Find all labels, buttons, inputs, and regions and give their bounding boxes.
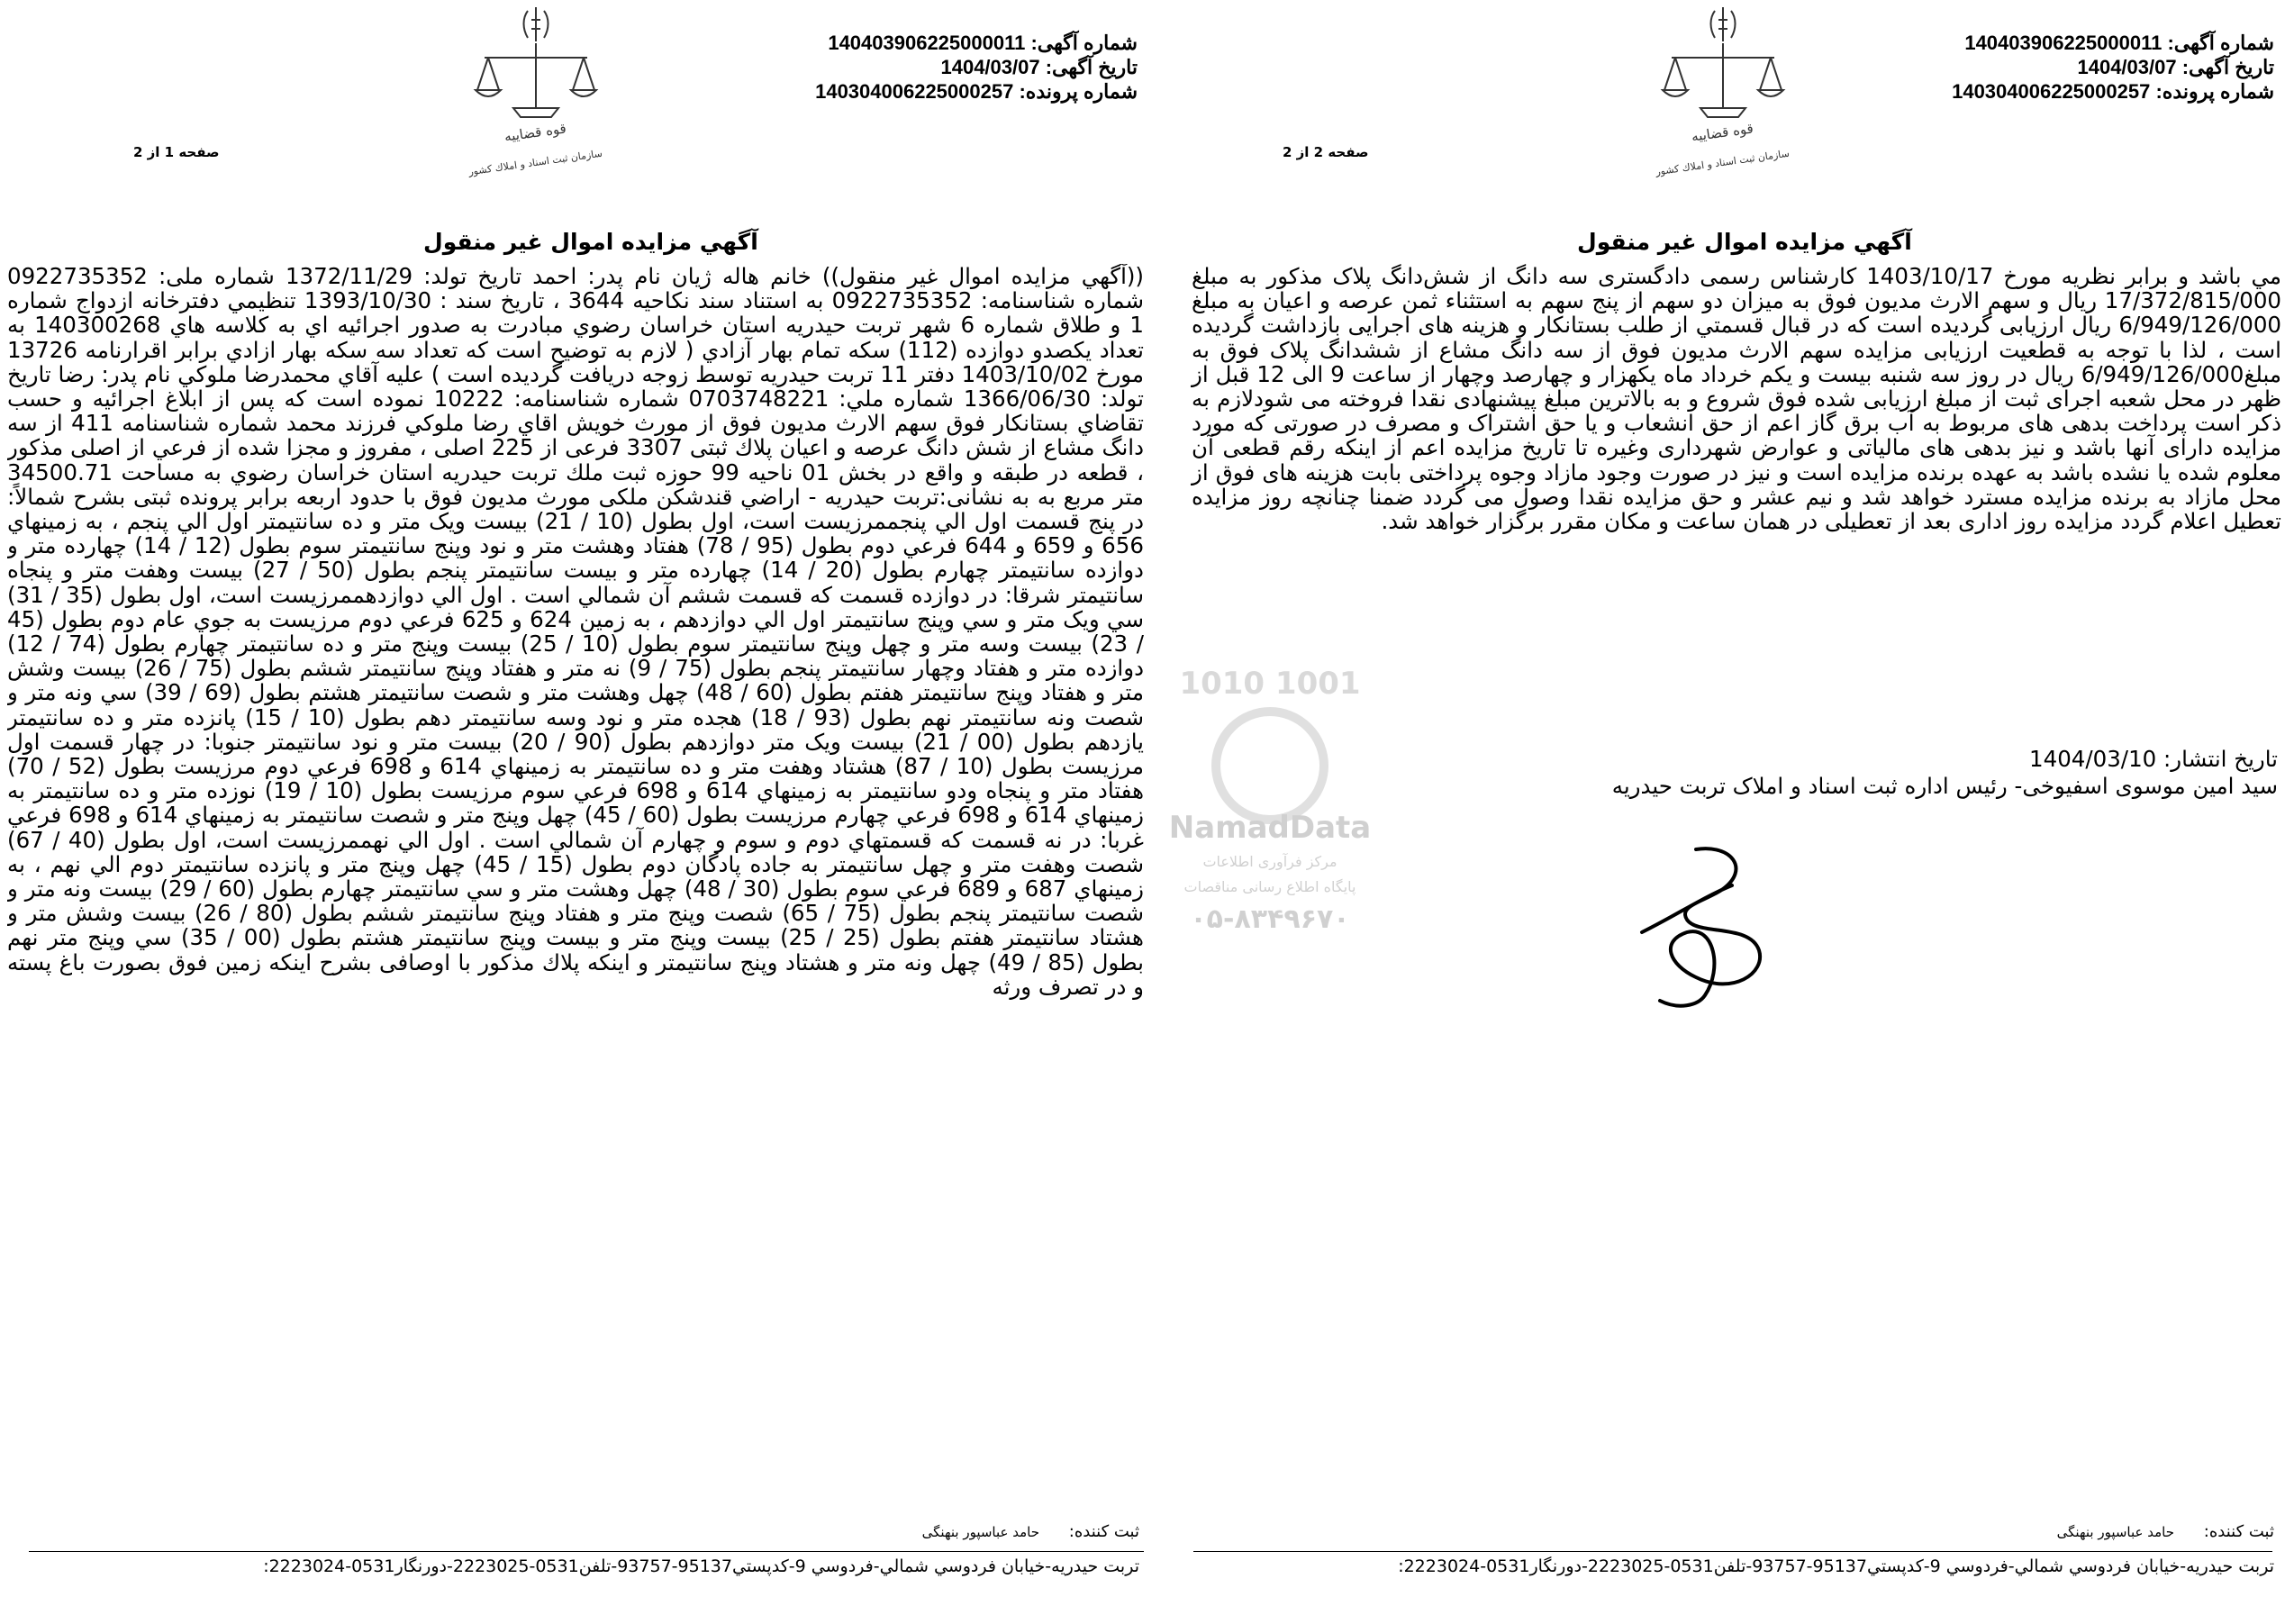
ad-date-row bbox=[1952, 55, 2274, 79]
watermark-line2: مرکز فرآوری اطلاعات bbox=[1202, 853, 1337, 870]
ad-number-label: شماره آگهی: bbox=[1030, 32, 1138, 54]
ad-number-label: شماره آگهی: bbox=[2167, 32, 2274, 54]
page-number: صفحه 1 از 2 bbox=[133, 144, 220, 160]
org-subtitle: سازمان ثبت اسناد و املاك كشور bbox=[1655, 147, 1791, 178]
publish-date: تاريخ انتشار: 1404/03/10 bbox=[2029, 746, 2278, 772]
namaddata-watermark bbox=[1135, 631, 1378, 1009]
watermark-line3: پایگاه اطلاع رسانی مناقصات bbox=[1183, 878, 1356, 895]
ad-date-label: تاریخ آگهی: bbox=[1045, 56, 1138, 78]
ad-number: 140403906225000011 bbox=[1964, 32, 2163, 54]
ad-number-row bbox=[815, 31, 1138, 55]
office-address: تربت حيدريه-خيابان فردوسي شمالي-فردوسي 9-كدپستي95137-93757-تلفن0531-2223025-دورنگار0531-2223024: bbox=[263, 1556, 1139, 1576]
ad-meta-block bbox=[1952, 31, 2274, 104]
file-number: 140304006225000257 bbox=[1952, 80, 2151, 103]
page-number: صفحه 2 از 2 bbox=[1283, 144, 1369, 160]
registrar-label: ثبت كننده: bbox=[1068, 1522, 1139, 1541]
notice-title: آگهي مزايده اموال غير منقول bbox=[1577, 229, 1912, 255]
registrar bbox=[922, 1522, 1139, 1541]
file-number-label: شماره پرونده: bbox=[1019, 80, 1138, 103]
ad-meta-block bbox=[815, 31, 1138, 104]
registrar-label: ثبت كننده: bbox=[2203, 1522, 2274, 1541]
office-address: تربت حيدريه-خيابان فردوسي شمالي-فردوسي 9-كدپستي95137-93757-تلفن0531-2223025-دورنگار0531-2223024: bbox=[1398, 1556, 2274, 1576]
watermark-phone: ۰۵-۸۳۴۹۶۷۰ bbox=[1190, 903, 1350, 935]
ad-number: 140403906225000011 bbox=[828, 32, 1026, 54]
ad-date: 1404/03/07 bbox=[940, 56, 1040, 78]
ad-date-row bbox=[815, 55, 1138, 79]
notice-body: مي باشد و برابر نظريه مورخ 1403/10/17 كارشناس رسمی دادگستری سه دانگ از شش‌دانگ پلاک مذكور به مبلغ 17/372/815/000 ريال و سهم الارث مديون فوق به ميزان دو سهم از پنج سهم به استثناء ثمن عرصه و اعيان به مبلغ 6/949/126/000 ريال ارزيابی گرديده است كه در قبال قسمتي از طلب بستانكار و هزينه های اجرايی بازداشت گرديده است ، لذا با توجه به قطعيت ارزيابی مزايده سهم الارث مديون فوق از سه دانگ مشاع از ششدانگ پلاک فوق به مبلغ6/949/126/000 ريال در روز سه شنبه بيست و يكم خرداد ماه يكهزار و چهارصد وچهار از ساعت 9 الی 12 قبل از ظهر در محل شعبه اجرای ثبت از مبلغ ارزيابی شده فوق شروع و به بالاترين مبلغ پيشنهادی نقدا فروخته می شودلازم به ذكر است پرداخت بدهی های مربوط به آب برق گاز اعم از حق انشعاب و يا حق اشتراک و مصرف در صورتی كه مورد مزايده دارای آنها باشد و نيز بدهی های مالياتی و عوارض شهرداری وغيره تا تاريخ مزايده اعم از اينكه رقم قطعی آن معلوم شده يا نشده باشد به عهده برنده مزايده است و نيز در صورت وجود مازاد وجوه پرداختی بابت هزينه های فوق از محل مازاد به برنده مزايده مسترد خواهد شد و نيم عشر و حق مزايده نقدا وصول می گردد ضمنا چنانچه روز مزايده تعطيل اعلام گردد مزايده روز اداری بعد از تعطيلی در همان ساعت و مكان مقرر برگزار خواهد شد. bbox=[1192, 263, 2282, 535]
file-number: 140304006225000257 bbox=[815, 80, 1014, 103]
org-name: قوه قضاييه bbox=[1690, 120, 1755, 145]
watermark-brand: NamadData bbox=[1168, 810, 1372, 846]
ad-date-label: تاریخ آگهی: bbox=[2181, 56, 2274, 78]
org-subtitle: سازمان ثبت اسناد و املاك كشور bbox=[468, 147, 603, 178]
registrar-name: حامد عباسپور بنهنگی bbox=[921, 1524, 1039, 1540]
footer-divider bbox=[1193, 1551, 2272, 1552]
registrar-name: حامد عباسپور بنهنگی bbox=[2056, 1524, 2174, 1540]
signer-title: سيد امين موسوی اسفيوخی- رئيس اداره ثبت اسناد و املاک تربت حيدريه bbox=[1611, 773, 2278, 799]
notice-title: آگهي مزايده اموال غير منقول bbox=[423, 229, 758, 255]
file-number-row bbox=[1952, 79, 2274, 104]
footer-divider bbox=[29, 1551, 1144, 1552]
judiciary-scales-emblem-icon bbox=[1655, 2, 1791, 178]
file-number-row bbox=[815, 79, 1138, 104]
registrar bbox=[2057, 1522, 2274, 1541]
ad-date: 1404/03/07 bbox=[2077, 56, 2177, 78]
ad-number-row bbox=[1952, 31, 2274, 55]
file-number-label: شماره پرونده: bbox=[2155, 80, 2274, 103]
notice-body: ((آگهي مزايده اموال غير منقول)) خانم هاله ژيان نام پدر: احمد تاريخ تولد: 1372/11/29 شماره ملی: 0922735352 شماره شناسنامه: 0922735352 به استناد سند نكاحيه 3644 ، تاريخ سند : 1393/10/30 تنظيمي دفترخانه ازدواج شماره 1 و طلاق شماره 6 شهر تربت حيدريه استان خراسان رضوي مبادرت به صدور اجرائيه اي به كلاسه هاي 140300268 به تعداد يكصدو دوازده (112) سكه تمام بهار آزادي ( لازم به توضيح است كه تعداد سه سكه بهار ازادي برابر اقرارنامه 13726 مورخ 1403/10/02 دفتر 11 تربت حيدريه توسط زوجه دريافت گرديده است ) عليه آقاي محمدرضا ملوكي نام پدر: رضا تاريخ تولد: 1366/06/30 شماره ملي: 0703748221 شماره شناسنامه: 10222 نموده است كه پس از ابلاغ اجرائيه و حسب تقاضاي بستانكار فوق سهم الارث مديون فوق از مورث خويش اقاي رضا ملوكي فرزند محمد شماره شناسنامه 411 از سه دانگ مشاع از شش دانگ عرصه و اعيان پلاك ثبتی 3307 فرعی از 225 اصلی ، مفروز و مجزا شده از فرعي از اصلی مذكور ، قطعه در طبقه و واقع در بخش 01 ناحيه 99 حوزه ثبت ملك تربت حيدريه استان خراسان رضوي به مساحت 34500.71 متر مربع به به نشانی:تربت حيدريه - اراضي قندشکن ملکی مورث مديون فوق با حدود اربعه برابر پرونده ثبتی بشرح شمالاً: در پنج قسمت اول الي پنجممرزيست است، اول بطول (10 / 21) بيست ويک متر و ده سانتيمتر اول الي پنجم ، به زمينهاي 656 و 659 و 644 فرعي دوم بطول (95 / 78) هفتاد وهشت متر و نود وپنج سانتيمتر سوم بطول (12 / 14) چهارده متر و دوازده سانتيمتر چهارم بطول (20 / 14) چهارده متر و بيست سانتيمتر پنجم بطول (50 / 27) بيست وهفت متر و پنجاه سانتيمتر شرقا: در دوازده قسمت که قسمت ششم آن شمالي است . اول الي دوازدهممرزيست است، اول بطول (35 / 31) سي ويک متر و سي وپنج سانتيمتر اول الي دوازدهم ، به زمين 624 و 625 فرعي دوم مرزيست به جوي عام دوم بطول (45 / 23) بيست وسه متر و چهل وپنج سانتيمتر سوم بطول (10 / 25) بيست وپنج متر و ده سانتيمتر چهارم بطول (74 / 12) دوازده متر و هفتاد وچهار سانتيمتر پنجم بطول (75 / 9) نه متر و هفتاد وپنج سانتيمتر ششم بطول (75 / 26) بيست وشش متر و هفتاد وپنج سانتيمتر هفتم بطول (60 / 48) چهل وهشت متر و شصت سانتيمتر هشتم بطول (69 / 39) سي ونه متر و شصت ونه سانتيمتر نهم بطول (93 / 18) هجده متر و نود وسه سانتيمتر دهم بطول (10 / 15) پانزده متر و ده سانتيمتر يازدهم بطول (00 / 21) بيست ويک متر دوازدهم بطول (90 / 20) بيست متر و نود سانتيمتر جنوبا: در چهار قسمت اول مرزيست بطول (10 / 87) هشتاد وهفت متر و ده سانتيمتر به زمينهاي 614 و 698 فرعي دوم مرزيست بطول (52 / 70) هفتاد متر و پنجاه ودو سانتيمتر به زمينهاي 614 و 698 فرعي سوم مرزيست بطول (10 / 19) نوزده متر و ده سانتيمتر به زمينهاي 614 و 698 فرعي چهارم مرزيست بطول (60 / 45) چهل وپنج متر و شصت سانتيمتر به زمينهاي 614 و 698 فرعي غربا: در نه قسمت که قسمتهاي دوم و سوم و چهارم آن شمالي است . اول الي نهممرزيست است، اول بطول (40 / 67) شصت وهفت متر و چهل سانتيمتر به جاده پادگان دوم بطول (15 / 45) چهل وپنج متر و پانزده سانتيمتر دوم الي نهم ، به زمينهاي 687 و 689 فرعي سوم بطول (30 / 48) چهل وهشت متر و سي سانتيمتر چهارم بطول (60 / 29) بيست ونه متر و شصت سانتيمتر پنجم بطول (75 / 65) شصت وپنج متر و هفتاد وپنج سانتيمتر ششم بطول (80 / 26) بيست وشش متر و هشتاد سانتيمتر هفتم بطول (25 / 25) بيست وپنج متر و بيست وپنج سانتيمتر هشتم بطول (00 / 35) سي وپنج متر نهم بطول (85 / 49) چهل ونه متر و هشتاد وپنج سانتيمتر و اينكه پلاك مذكور با اوصافی بشرح اينكه زمين فوق بصورت باغ پسته و در تصرف ورثه bbox=[7, 264, 1144, 1000]
org-name: قوه قضاييه bbox=[503, 120, 567, 145]
watermark-digits: 1001 1010 bbox=[1179, 666, 1361, 702]
judiciary-scales-emblem-icon bbox=[468, 2, 603, 178]
handwritten-signature-icon bbox=[1624, 842, 1786, 1013]
